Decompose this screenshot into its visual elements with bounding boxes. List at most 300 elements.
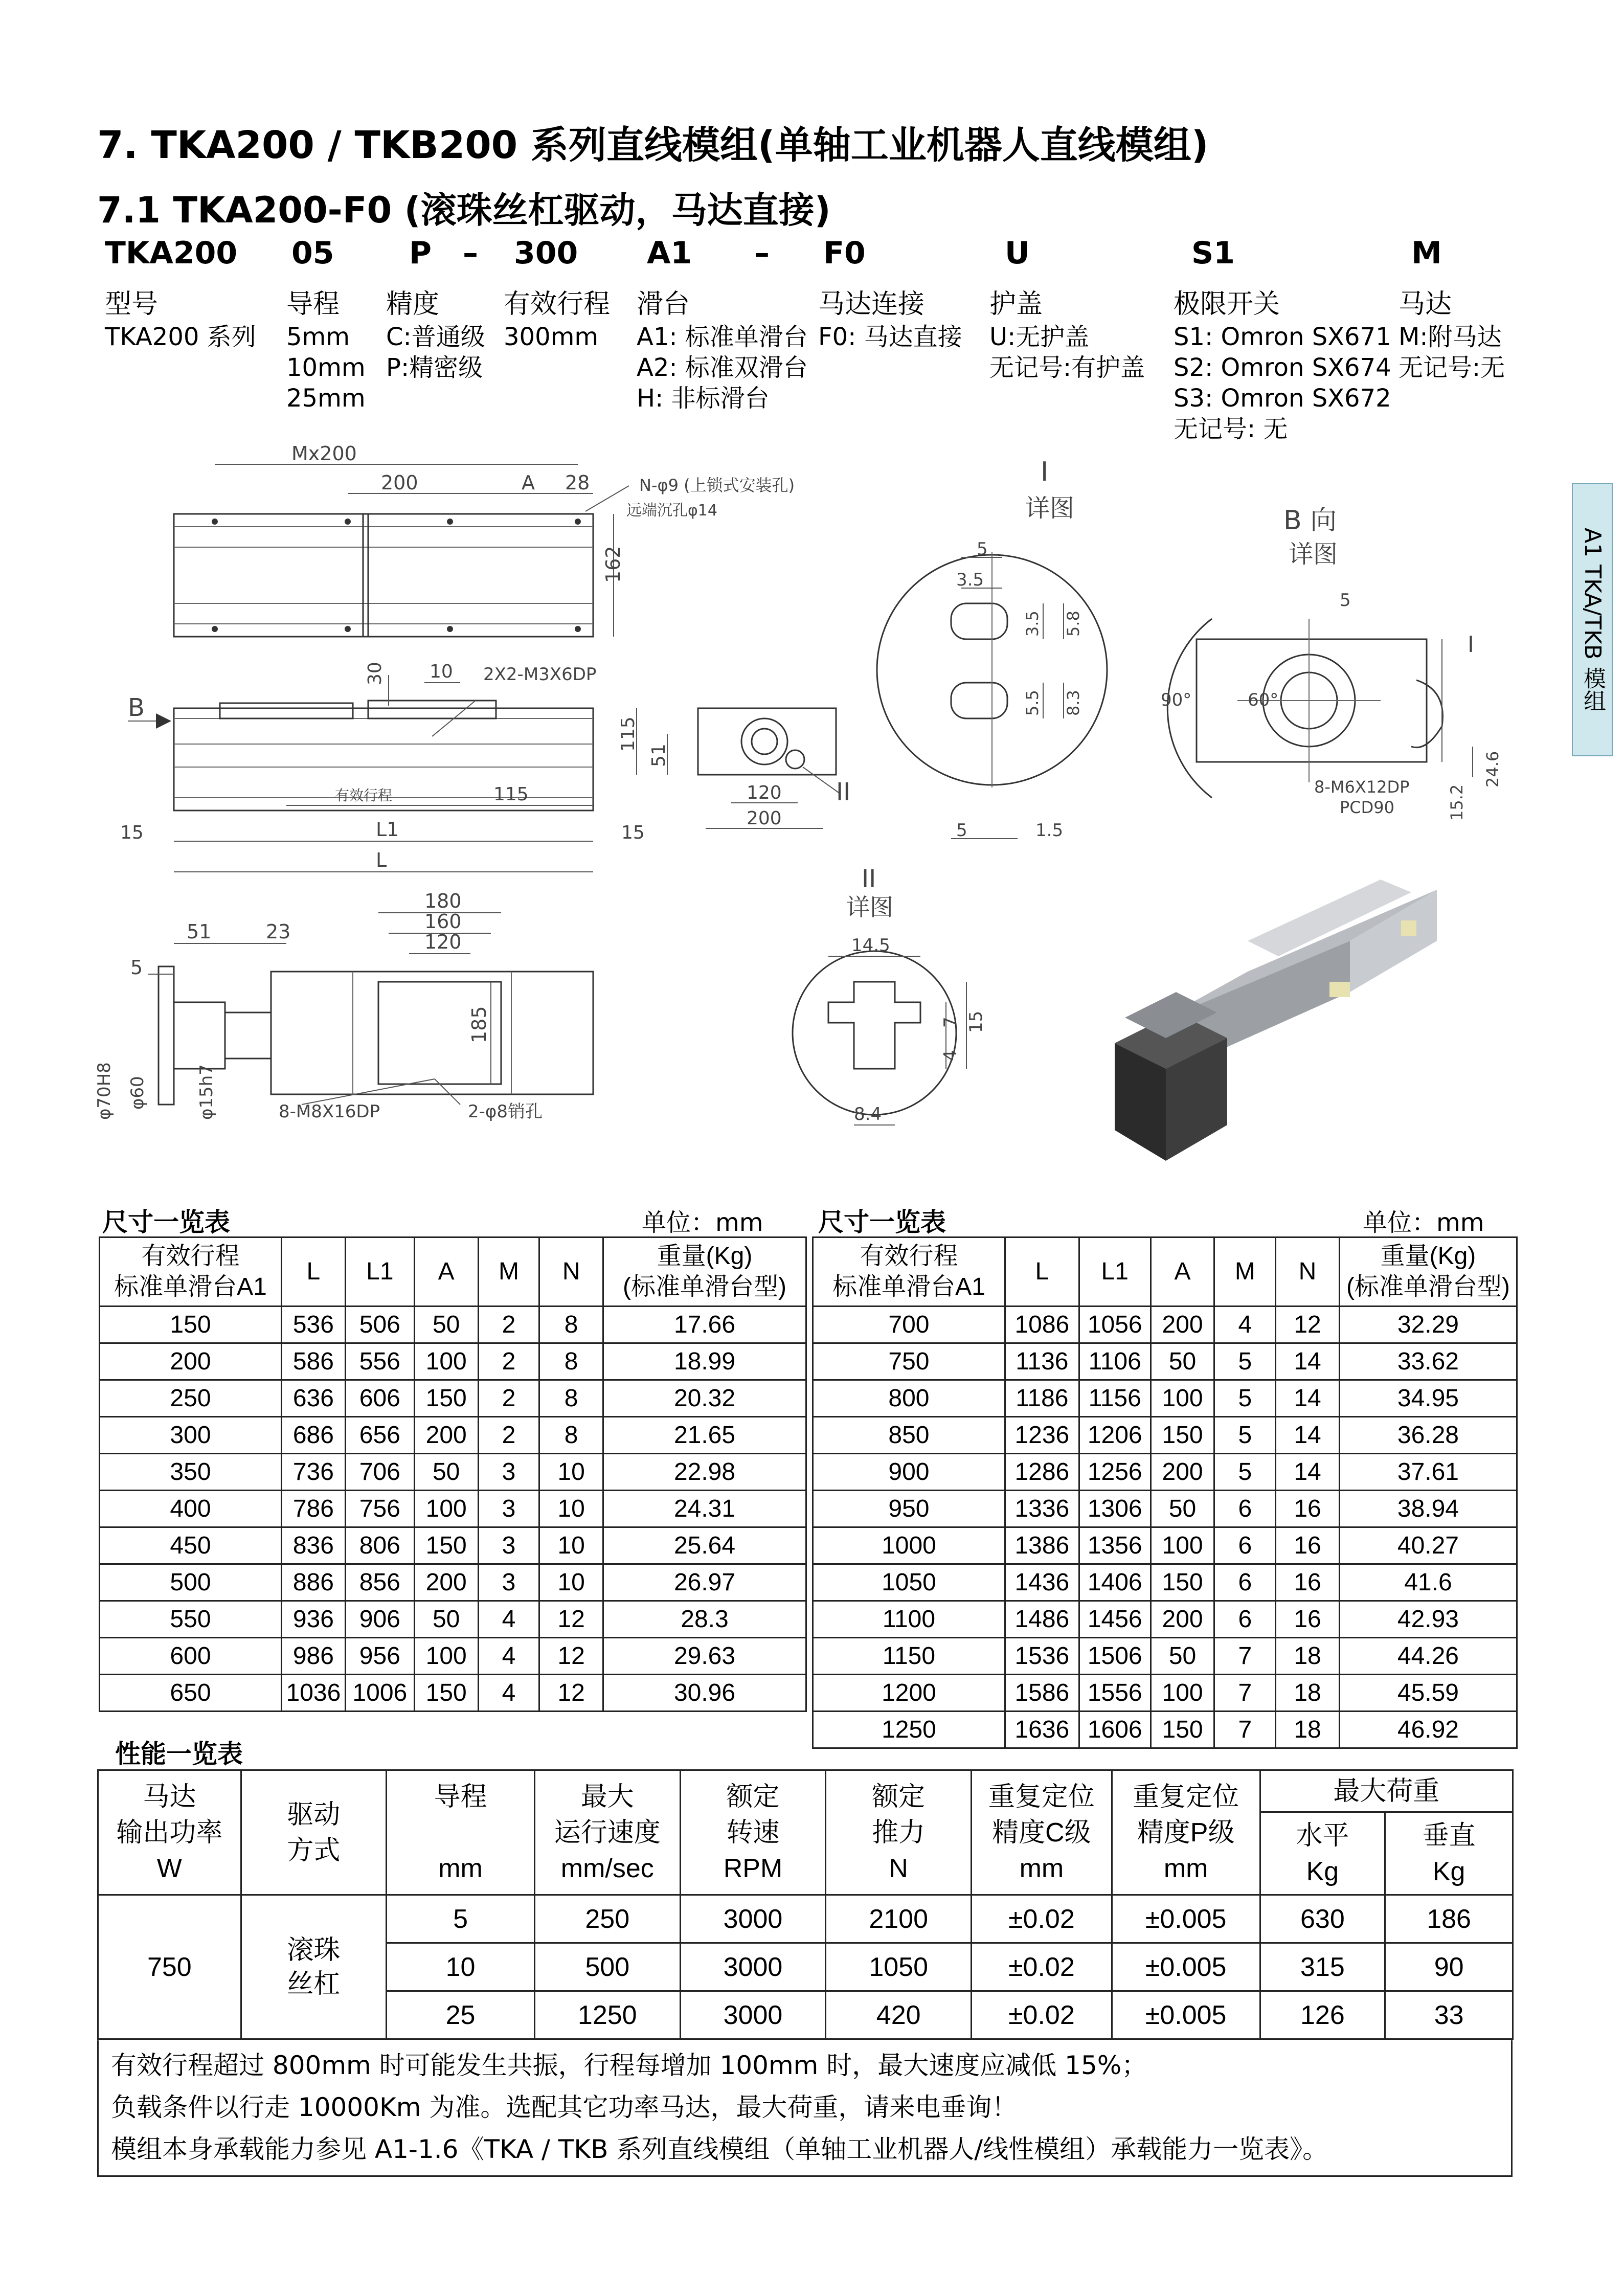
table-row bbox=[813, 1343, 1517, 1380]
dim-header-cell: 有效行程 标准单滑台A1 bbox=[813, 1237, 1005, 1307]
dim-15b: 15 bbox=[621, 822, 645, 843]
dim-cell: 4 bbox=[478, 1601, 539, 1638]
dim-cell: 636 bbox=[281, 1380, 345, 1417]
dim-cell: 3 bbox=[478, 1564, 539, 1601]
perf-cell: 5 bbox=[387, 1895, 535, 1943]
dim-cell: 1486 bbox=[1005, 1601, 1079, 1638]
side-tab: A1 TKA/TKB 模组 bbox=[1572, 483, 1613, 756]
dim-cell: 1286 bbox=[1005, 1454, 1079, 1491]
b-view-i-marker: I bbox=[1468, 632, 1474, 658]
code-lead: 05 bbox=[291, 235, 334, 271]
dim-cell: 12 bbox=[1276, 1307, 1340, 1343]
perf-head-horizontal: 水平 Kg bbox=[1260, 1812, 1385, 1895]
code-dash-1: – bbox=[463, 235, 478, 271]
note-line: 模组本身承载能力参见 A1-1.6《TKA / TKB 系列直线模组（单轴工业机器人/线性模组）承载能力一览表》。 bbox=[111, 2134, 1328, 2164]
perf-cell: 315 bbox=[1260, 1943, 1385, 1991]
dim-cell: 350 bbox=[100, 1454, 282, 1491]
dim-l1: L1 bbox=[376, 818, 399, 841]
dim-cell: 856 bbox=[345, 1564, 414, 1601]
detail-i bbox=[877, 457, 1107, 841]
dim-i58: 5.8 bbox=[1064, 611, 1083, 637]
end-view bbox=[618, 708, 850, 829]
perf-drive-value: 滚珠 丝杠 bbox=[241, 1895, 387, 2039]
dim-p180: 180 bbox=[424, 890, 462, 912]
dim-cell: 606 bbox=[345, 1380, 414, 1417]
table-row bbox=[100, 1564, 806, 1601]
b-view-title: B 向 bbox=[1283, 505, 1337, 536]
dim-cell: 100 bbox=[414, 1638, 478, 1675]
dim-e120: 120 bbox=[747, 782, 782, 803]
code-stroke: 300 bbox=[514, 235, 578, 271]
dim-cell: 3 bbox=[478, 1491, 539, 1527]
dim-cell: 1006 bbox=[345, 1675, 414, 1712]
dim-header-cell: A bbox=[1151, 1237, 1214, 1307]
dim-cell: 100 bbox=[414, 1491, 478, 1527]
dim-cell: 16 bbox=[1276, 1527, 1340, 1564]
dim-cell: 50 bbox=[1151, 1638, 1214, 1675]
code-model: TKA200 bbox=[105, 235, 238, 271]
dim-cell: 100 bbox=[1151, 1527, 1214, 1564]
dim-i5: 5 bbox=[977, 539, 988, 559]
dim-header-cell: 重量(Kg) (标准单滑台型) bbox=[1339, 1237, 1517, 1307]
dim-cell: 2 bbox=[478, 1307, 539, 1343]
dim-cell: 150 bbox=[414, 1675, 478, 1712]
spec-cover: 护盖 U:无护盖 无记号:有护盖 bbox=[989, 289, 1145, 382]
table-row bbox=[813, 1675, 1517, 1712]
dim-cell: 1356 bbox=[1079, 1527, 1151, 1564]
dim-cell: 906 bbox=[345, 1601, 414, 1638]
dim-cell: 28.3 bbox=[603, 1601, 806, 1638]
dim-table-right-title: 尺寸一览表 bbox=[818, 1207, 946, 1237]
table-row bbox=[813, 1454, 1517, 1491]
dim-cell: 1306 bbox=[1079, 1491, 1151, 1527]
table-row bbox=[100, 1307, 806, 1343]
dim-p120: 120 bbox=[424, 931, 462, 953]
dim-cell: 14 bbox=[1276, 1417, 1340, 1454]
dim-cell: 5 bbox=[1214, 1417, 1276, 1454]
detail-i-subtitle: 详图 bbox=[1025, 494, 1075, 523]
page-heading: 7. TKA200 / TKB200 系列直线模组(单轴工业机器人直线模组) bbox=[97, 123, 1209, 167]
dim-i83: 8.3 bbox=[1064, 690, 1083, 716]
table-row bbox=[100, 1675, 806, 1712]
dim-cell: 1386 bbox=[1005, 1527, 1079, 1564]
dim-b60: 60° bbox=[1248, 690, 1279, 710]
dim-cell: 6 bbox=[1214, 1527, 1276, 1564]
label-cb14: 远端沉孔φ14 bbox=[626, 502, 717, 520]
dim-table-left-title: 尺寸一览表 bbox=[102, 1207, 230, 1237]
dim-cell: 806 bbox=[345, 1527, 414, 1564]
dim-cell: 41.6 bbox=[1339, 1564, 1517, 1601]
table-row bbox=[813, 1307, 1517, 1343]
code-motor-conn: F0 bbox=[823, 235, 866, 271]
dim-header-cell: M bbox=[1214, 1237, 1276, 1307]
perf-cell: ±0.005 bbox=[1112, 1943, 1260, 1991]
dim-cell: 12 bbox=[539, 1675, 603, 1712]
perf-cell: 90 bbox=[1385, 1943, 1513, 1991]
table-row bbox=[813, 1638, 1517, 1675]
dim-cell: 1036 bbox=[281, 1675, 345, 1712]
dim-cell: 200 bbox=[1151, 1307, 1214, 1343]
dim-cell: 1150 bbox=[813, 1638, 1005, 1675]
perf-cell: 3000 bbox=[680, 1895, 826, 1943]
dim-cell: 33.62 bbox=[1339, 1343, 1517, 1380]
dim-p185: 185 bbox=[468, 1006, 490, 1043]
dim-p70: φ70H8 bbox=[94, 1062, 115, 1120]
dim-cell: 1636 bbox=[1005, 1712, 1079, 1748]
dim-cell: 1536 bbox=[1005, 1638, 1079, 1675]
dim-cell: 50 bbox=[414, 1601, 478, 1638]
dim-cell: 2 bbox=[478, 1380, 539, 1417]
table-row bbox=[100, 1601, 806, 1638]
dim-115: 115 bbox=[493, 784, 529, 805]
dim-header-cell: N bbox=[1276, 1237, 1340, 1307]
dim-cell: 900 bbox=[813, 1454, 1005, 1491]
dim-cell: 2 bbox=[478, 1417, 539, 1454]
dim-cell: 16 bbox=[1276, 1601, 1340, 1638]
dim-ii145: 14.5 bbox=[851, 935, 890, 956]
dim-cell: 1200 bbox=[813, 1675, 1005, 1712]
table-row bbox=[813, 1564, 1517, 1601]
dim-cell: 50 bbox=[414, 1454, 478, 1491]
dim-cell: 4 bbox=[478, 1675, 539, 1712]
dim-cell: 850 bbox=[813, 1417, 1005, 1454]
dim-28: 28 bbox=[565, 471, 590, 494]
perf-head-vertical: 垂直 Kg bbox=[1385, 1812, 1513, 1895]
dim-b246: 24.6 bbox=[1483, 751, 1502, 787]
dim-l: L bbox=[376, 849, 387, 871]
dim-cell: 150 bbox=[1151, 1712, 1214, 1748]
detail-ii-subtitle: 详图 bbox=[846, 893, 893, 921]
dim-p5: 5 bbox=[130, 956, 143, 979]
dim-table-right-unit: 单位：mm bbox=[1363, 1208, 1484, 1237]
perf-cell: 1050 bbox=[826, 1943, 972, 1991]
model-code-row bbox=[0, 235, 1624, 276]
perf-table-title: 性能一览表 bbox=[115, 1739, 243, 1769]
dim-30: 30 bbox=[365, 662, 386, 685]
dim-i35b: 3.5 bbox=[1023, 611, 1042, 637]
dim-cell: 1206 bbox=[1079, 1417, 1151, 1454]
perf-cell: 420 bbox=[826, 1991, 972, 2039]
table-row bbox=[100, 1491, 806, 1527]
dim-cell: 450 bbox=[100, 1527, 282, 1564]
dim-cell: 1156 bbox=[1079, 1380, 1151, 1417]
dim-cell: 2 bbox=[478, 1343, 539, 1380]
perf-cell: 186 bbox=[1385, 1895, 1513, 1943]
perf-head-rpm: 额定 转速 RPM bbox=[680, 1770, 826, 1895]
dim-header-cell: L1 bbox=[1079, 1237, 1151, 1307]
dim-cell: 18.99 bbox=[603, 1343, 806, 1380]
perf-cell: ±0.02 bbox=[972, 1991, 1112, 2039]
dim-ii4: 4 bbox=[940, 1050, 961, 1061]
dim-cell: 556 bbox=[345, 1343, 414, 1380]
dim-cell: 5 bbox=[1214, 1380, 1276, 1417]
table-row bbox=[100, 1454, 806, 1491]
dim-10: 10 bbox=[430, 661, 453, 682]
dim-cell: 5 bbox=[1214, 1454, 1276, 1491]
perf-table bbox=[97, 1769, 1514, 2040]
table-row bbox=[813, 1527, 1517, 1564]
dim-cell: 400 bbox=[100, 1491, 282, 1527]
section-heading: 7.1 TKA200-F0 (滚珠丝杠驱动，马达直接) bbox=[97, 189, 831, 231]
dim-cell: 886 bbox=[281, 1564, 345, 1601]
dim-cell: 200 bbox=[1151, 1601, 1214, 1638]
dim-ii15: 15 bbox=[966, 1010, 986, 1033]
dim-cell: 1506 bbox=[1079, 1638, 1151, 1675]
dim-cell: 1336 bbox=[1005, 1491, 1079, 1527]
spec-lead: 导程 5mm 10mm 25mm bbox=[286, 289, 366, 413]
dim-cell: 10 bbox=[539, 1527, 603, 1564]
dim-162: 162 bbox=[602, 546, 624, 583]
dim-b152: 15.2 bbox=[1447, 784, 1467, 821]
dim-i5b: 5 bbox=[956, 820, 967, 841]
dim-cell: 8 bbox=[539, 1380, 603, 1417]
perf-cell: 126 bbox=[1260, 1991, 1385, 2039]
table-row bbox=[813, 1601, 1517, 1638]
table-row bbox=[100, 1343, 806, 1380]
perf-head-speed: 最大 运行速度 mm/sec bbox=[534, 1770, 680, 1895]
dim-cell: 100 bbox=[1151, 1675, 1214, 1712]
perf-cell: 630 bbox=[1260, 1895, 1385, 1943]
dim-cell: 7 bbox=[1214, 1675, 1276, 1712]
dim-cell: 250 bbox=[100, 1380, 282, 1417]
dim-cell: 10 bbox=[539, 1491, 603, 1527]
dim-cell: 506 bbox=[345, 1307, 414, 1343]
dim-cell: 1186 bbox=[1005, 1380, 1079, 1417]
dim-cell: 836 bbox=[281, 1527, 345, 1564]
dim-cell: 21.65 bbox=[603, 1417, 806, 1454]
dim-cell: 3 bbox=[478, 1527, 539, 1564]
dim-cell: 1406 bbox=[1079, 1564, 1151, 1601]
dim-cell: 100 bbox=[1151, 1380, 1214, 1417]
table-row bbox=[813, 1380, 1517, 1417]
perf-head-drive: 驱动 方式 bbox=[241, 1770, 387, 1895]
dim-cell: 1050 bbox=[813, 1564, 1005, 1601]
spec-limit-switch: 极限开关 S1: Omron SX671 S2: Omron SX674 S3: Omron SX672 无记号: 无 bbox=[1174, 289, 1391, 443]
dim-header-cell: L bbox=[281, 1237, 345, 1307]
dim-header-cell: 有效行程 标准单滑台A1 bbox=[100, 1237, 282, 1307]
dim-cell: 956 bbox=[345, 1638, 414, 1675]
dim-cell: 14 bbox=[1276, 1343, 1340, 1380]
label-ii-marker: II bbox=[836, 778, 851, 806]
table-row bbox=[100, 1527, 806, 1564]
dim-cell: 950 bbox=[813, 1491, 1005, 1527]
dim-cell: 36.28 bbox=[1339, 1417, 1517, 1454]
dim-cell: 50 bbox=[1151, 1491, 1214, 1527]
table-row bbox=[813, 1712, 1517, 1748]
dim-e200: 200 bbox=[747, 808, 782, 829]
dim-cell: 14 bbox=[1276, 1454, 1340, 1491]
dim-cell: 18 bbox=[1276, 1675, 1340, 1712]
dim-cell: 16 bbox=[1276, 1491, 1340, 1527]
note-line: 有效行程超过 800mm 时可能发生共振，行程每增加 100mm 时，最大速度应减低 15%； bbox=[111, 2051, 1147, 2080]
dim-cell: 1436 bbox=[1005, 1564, 1079, 1601]
dim-cell: 700 bbox=[813, 1307, 1005, 1343]
dim-cell: 6 bbox=[1214, 1601, 1276, 1638]
dim-cell: 1586 bbox=[1005, 1675, 1079, 1712]
dim-cell: 18 bbox=[1276, 1712, 1340, 1748]
dim-mx200: Mx200 bbox=[291, 442, 357, 465]
label-n9: N-φ9 (上锁式安装孔) bbox=[639, 476, 795, 495]
perf-head-rep-p: 重复定位 精度P级 mm bbox=[1112, 1770, 1260, 1895]
perf-cell: ±0.005 bbox=[1112, 1895, 1260, 1943]
dim-table-left-unit: 单位：mm bbox=[642, 1208, 763, 1237]
table-row bbox=[100, 1380, 806, 1417]
dim-header-cell: 重量(Kg) (标准单滑台型) bbox=[603, 1237, 806, 1307]
dim-p15: φ15h7 bbox=[196, 1064, 217, 1120]
spec-accuracy: 精度 C:普通级 P:精密级 bbox=[386, 289, 485, 382]
dim-ii7: 7 bbox=[940, 1017, 961, 1028]
perf-cell: 33 bbox=[1385, 1991, 1513, 2039]
dim-cell: 656 bbox=[345, 1417, 414, 1454]
spec-motor-conn: 马达连接 F0: 马达直接 bbox=[818, 289, 962, 351]
table-row bbox=[813, 1417, 1517, 1454]
dim-table-left bbox=[99, 1236, 807, 1712]
dim-cell: 786 bbox=[281, 1491, 345, 1527]
perf-cell: 1250 bbox=[534, 1991, 680, 2039]
dim-table-right bbox=[812, 1236, 1518, 1749]
dim-cell: 200 bbox=[1151, 1454, 1214, 1491]
dim-cell: 150 bbox=[100, 1307, 282, 1343]
b-view-subtitle: 详图 bbox=[1289, 540, 1338, 569]
perf-motor-value: 750 bbox=[98, 1895, 241, 2039]
plan-view bbox=[94, 890, 593, 1122]
dim-a: A bbox=[522, 471, 535, 494]
label-m3: 2X2-M3X6DP bbox=[483, 664, 597, 685]
dim-cell: 686 bbox=[281, 1417, 345, 1454]
dim-cell: 150 bbox=[1151, 1564, 1214, 1601]
dim-cell: 50 bbox=[1151, 1343, 1214, 1380]
perf-cell: 3000 bbox=[680, 1943, 826, 1991]
dim-cell: 500 bbox=[100, 1564, 282, 1601]
dim-cell: 25.64 bbox=[603, 1527, 806, 1564]
dim-header-cell: L bbox=[1005, 1237, 1079, 1307]
label-b-m6: 8-M6X12DP bbox=[1314, 777, 1410, 797]
label-stroke: 有效行程 bbox=[335, 787, 393, 804]
dim-cell: 936 bbox=[281, 1601, 345, 1638]
dim-header-cell: M bbox=[478, 1237, 539, 1307]
dim-cell: 8 bbox=[539, 1307, 603, 1343]
perf-cell: 500 bbox=[534, 1943, 680, 1991]
dim-cell: 1086 bbox=[1005, 1307, 1079, 1343]
dim-p160: 160 bbox=[424, 910, 462, 933]
technical-drawing bbox=[0, 440, 1624, 1171]
perf-head-rep-c: 重复定位 精度C级 mm bbox=[972, 1770, 1112, 1895]
dim-15a: 15 bbox=[120, 822, 144, 843]
dim-cell: 300 bbox=[100, 1417, 282, 1454]
dim-p51: 51 bbox=[187, 920, 212, 943]
dim-p60: φ60 bbox=[127, 1076, 148, 1110]
dim-cell: 1250 bbox=[813, 1712, 1005, 1748]
dim-p23: 23 bbox=[266, 920, 291, 943]
notes-box bbox=[97, 2040, 1513, 2177]
dim-header-cell: A bbox=[414, 1237, 478, 1307]
dim-cell: 3 bbox=[478, 1454, 539, 1491]
dim-cell: 14 bbox=[1276, 1380, 1340, 1417]
perf-cell: 10 bbox=[387, 1943, 535, 1991]
detail-ii-title: II bbox=[862, 865, 876, 893]
note-line: 负载条件以行走 10000Km 为准。选配其它功率马达，最大荷重，请来电垂询！ bbox=[111, 2092, 1018, 2122]
dim-cell: 10 bbox=[539, 1564, 603, 1601]
dim-ii84: 8.4 bbox=[854, 1104, 882, 1124]
dim-i15: 1.5 bbox=[1035, 820, 1064, 841]
dim-cell: 10 bbox=[539, 1454, 603, 1491]
dim-cell: 37.61 bbox=[1339, 1454, 1517, 1491]
dim-cell: 45.59 bbox=[1339, 1675, 1517, 1712]
dim-cell: 1000 bbox=[813, 1527, 1005, 1564]
perf-head-lead: 导程 mm bbox=[387, 1770, 535, 1895]
dim-b90: 90° bbox=[1161, 690, 1192, 710]
perf-cell: 25 bbox=[387, 1991, 535, 2039]
dim-cell: 4 bbox=[1214, 1307, 1276, 1343]
dim-cell: 4 bbox=[478, 1638, 539, 1675]
dim-cell: 600 bbox=[100, 1638, 282, 1675]
dim-cell: 26.97 bbox=[603, 1564, 806, 1601]
dim-cell: 7 bbox=[1214, 1638, 1276, 1675]
dim-cell: 1456 bbox=[1079, 1601, 1151, 1638]
dim-cell: 536 bbox=[281, 1307, 345, 1343]
table-row bbox=[813, 1491, 1517, 1527]
dim-cell: 7 bbox=[1214, 1712, 1276, 1748]
dim-cell: 30.96 bbox=[603, 1675, 806, 1712]
dim-cell: 22.98 bbox=[603, 1454, 806, 1491]
dim-cell: 20.32 bbox=[603, 1380, 806, 1417]
dim-cell: 18 bbox=[1276, 1638, 1340, 1675]
detail-ii bbox=[793, 865, 986, 1125]
dim-cell: 44.26 bbox=[1339, 1638, 1517, 1675]
perf-cell: 250 bbox=[534, 1895, 680, 1943]
dim-cell: 32.29 bbox=[1339, 1307, 1517, 1343]
dim-cell: 46.92 bbox=[1339, 1712, 1517, 1748]
dim-cell: 6 bbox=[1214, 1564, 1276, 1601]
dim-cell: 8 bbox=[539, 1417, 603, 1454]
dim-cell: 16 bbox=[1276, 1564, 1340, 1601]
table-row bbox=[100, 1638, 806, 1675]
dim-cell: 706 bbox=[345, 1454, 414, 1491]
dim-cell: 5 bbox=[1214, 1343, 1276, 1380]
perf-cell: 3000 bbox=[680, 1991, 826, 2039]
dim-cell: 1236 bbox=[1005, 1417, 1079, 1454]
code-dash-2: – bbox=[754, 235, 770, 271]
dim-cell: 6 bbox=[1214, 1491, 1276, 1527]
dim-cell: 200 bbox=[100, 1343, 282, 1380]
perf-cell: ±0.02 bbox=[972, 1943, 1112, 1991]
code-motor: M bbox=[1411, 235, 1442, 271]
dim-i35: 3.5 bbox=[956, 570, 984, 590]
code-cover: U bbox=[1005, 235, 1030, 271]
label-p-m8: 8-M8X16DP bbox=[279, 1101, 380, 1122]
dim-cell: 34.95 bbox=[1339, 1380, 1517, 1417]
code-accuracy: P bbox=[409, 235, 432, 271]
dim-e51: 51 bbox=[648, 744, 669, 767]
label-b-pcd: PCD90 bbox=[1340, 798, 1394, 817]
dim-cell: 800 bbox=[813, 1380, 1005, 1417]
dim-cell: 1556 bbox=[1079, 1675, 1151, 1712]
dim-e115: 115 bbox=[618, 716, 639, 752]
dim-cell: 8 bbox=[539, 1343, 603, 1380]
dim-200: 200 bbox=[381, 471, 418, 494]
spec-stroke: 有效行程 300mm bbox=[504, 289, 611, 351]
side-view bbox=[120, 661, 645, 872]
spec-motor: 马达 M:附马达 无记号:无 bbox=[1399, 289, 1505, 382]
table-row bbox=[100, 1417, 806, 1454]
perf-head-thrust: 额定 推力 N bbox=[826, 1770, 972, 1895]
dim-cell: 40.27 bbox=[1339, 1527, 1517, 1564]
product-render bbox=[1115, 880, 1437, 1161]
b-view-detail bbox=[1161, 505, 1502, 821]
perf-cell: 2100 bbox=[826, 1895, 972, 1943]
spec-model: 型号 TKA200 系列 bbox=[105, 289, 256, 351]
code-limit: S1 bbox=[1191, 235, 1235, 271]
